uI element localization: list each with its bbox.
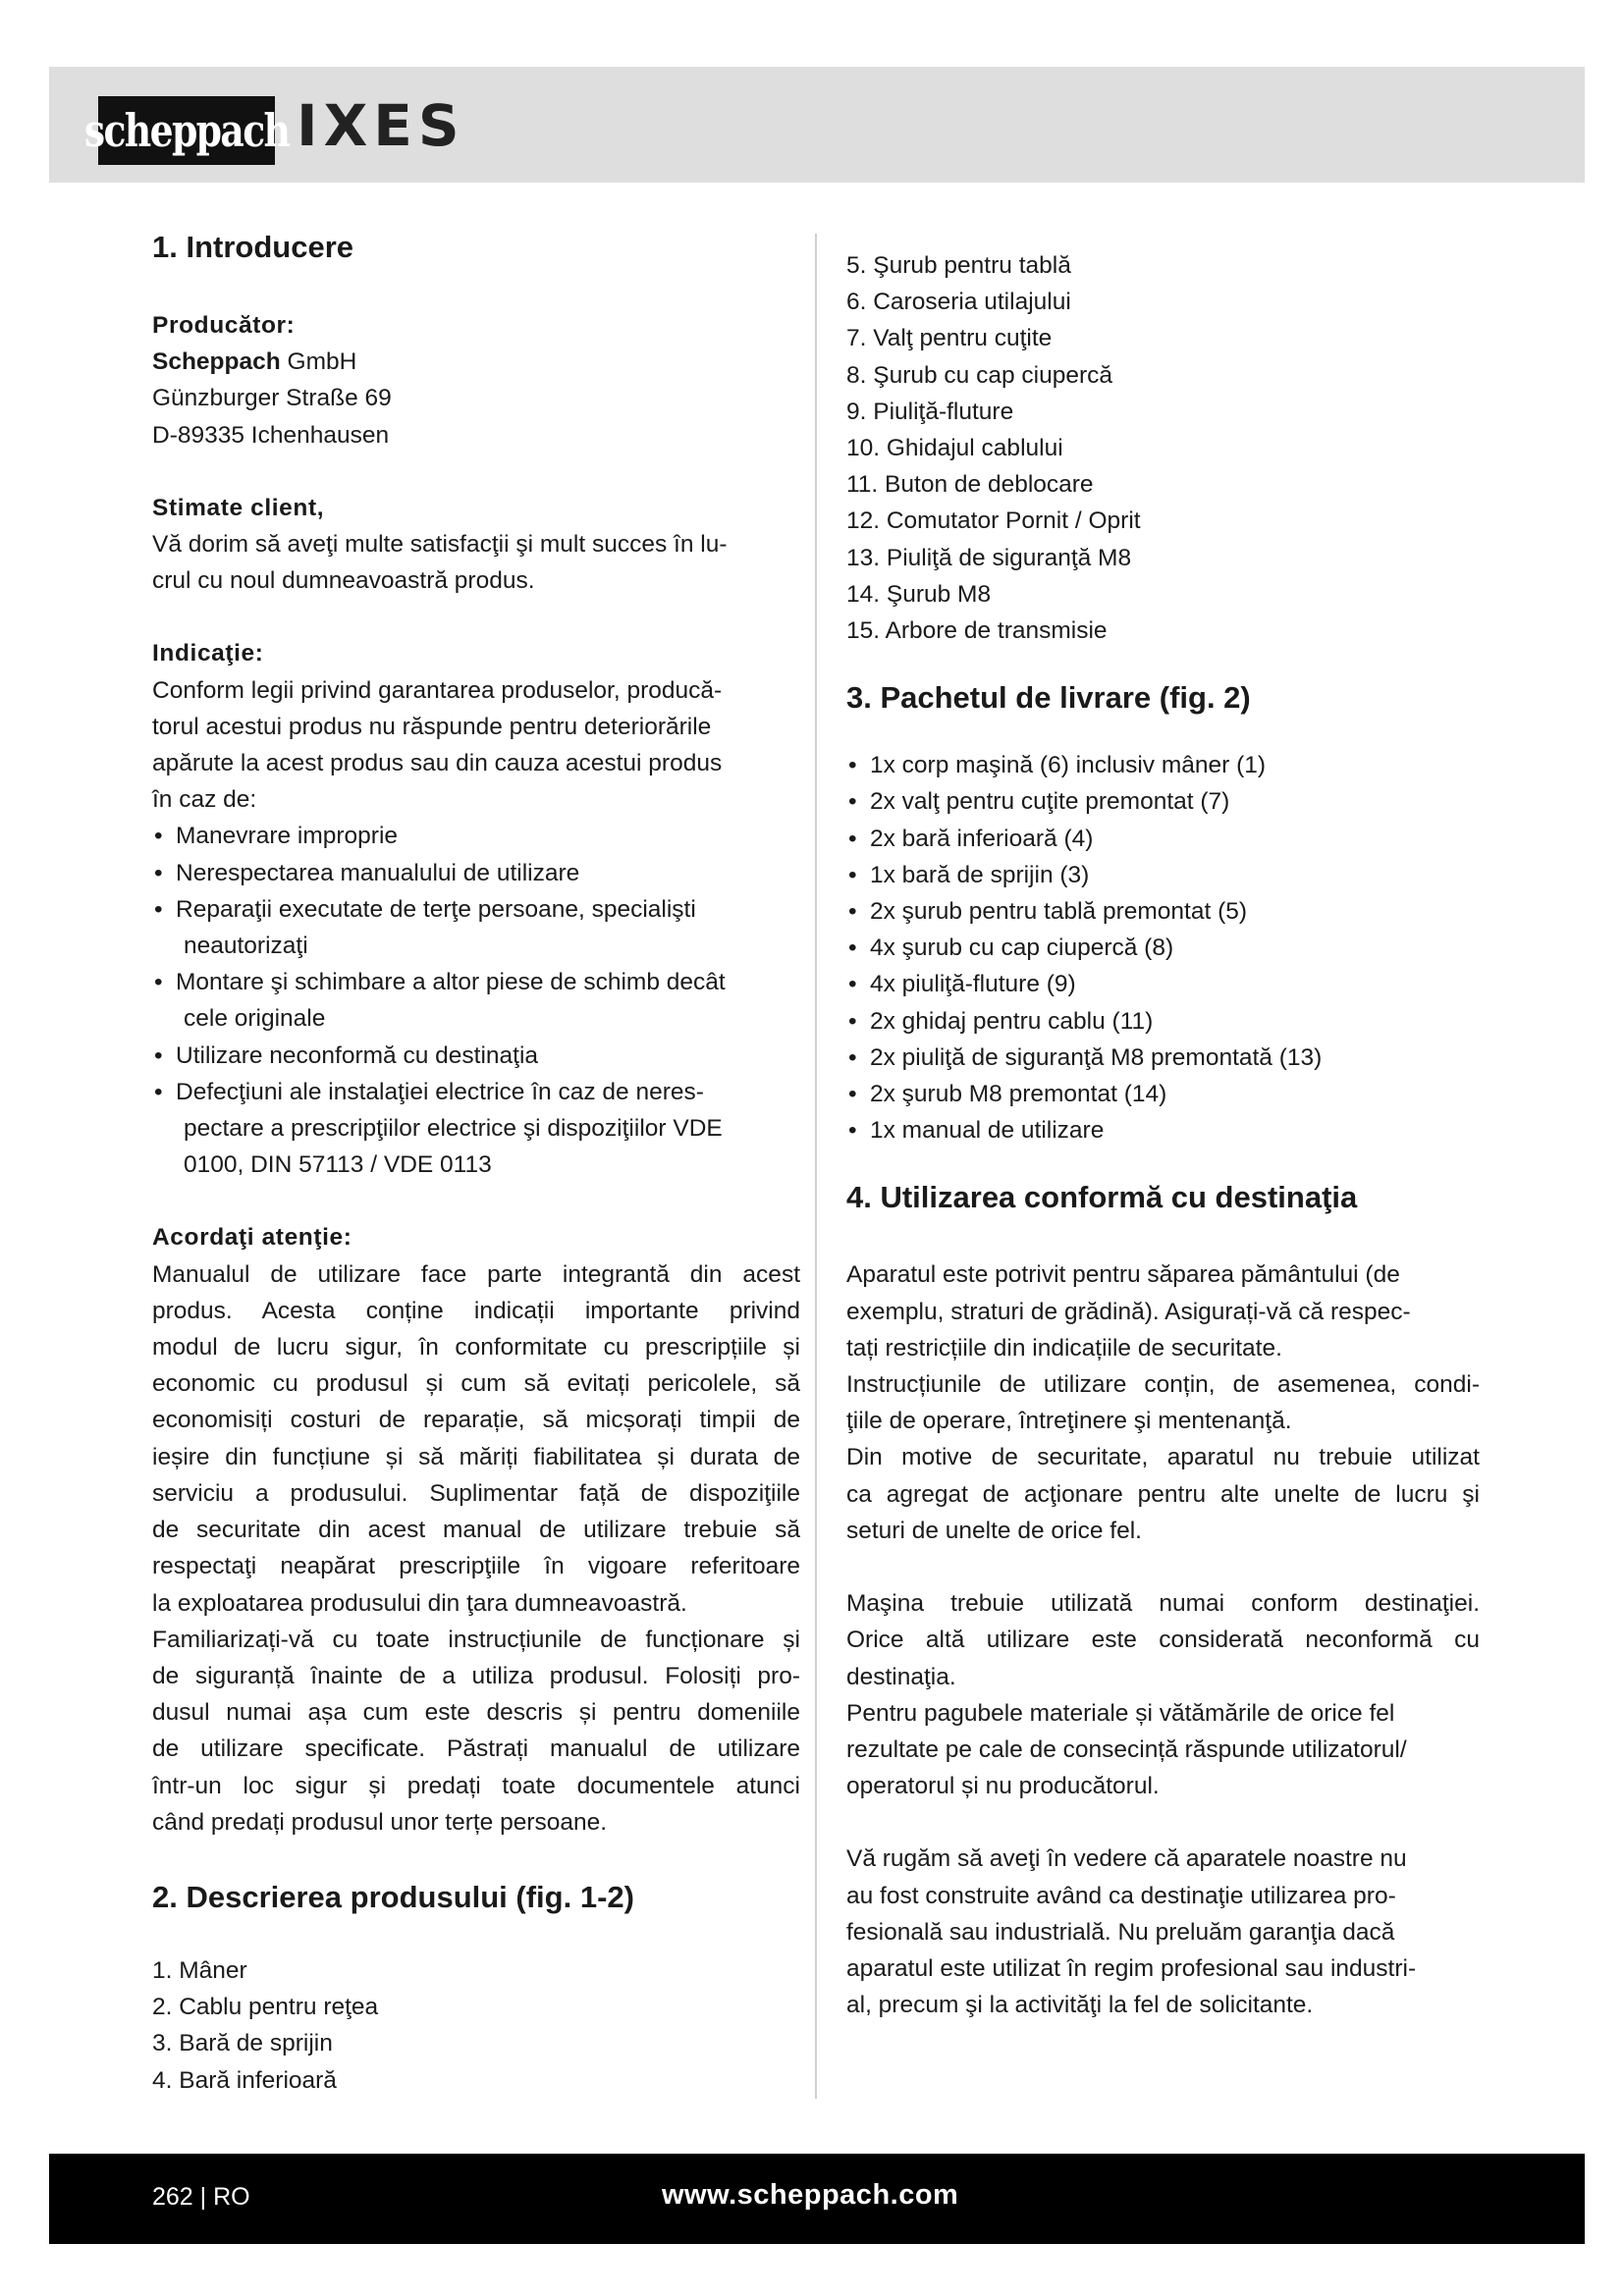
- text-line: au fost construite având ca destinaţie utilizarea pro-: [846, 1882, 1396, 1909]
- right-column: [846, 247, 1480, 2023]
- text-line: Instrucțiunile de utilizare conțin, de asemenea, condi-: [846, 1371, 1480, 1399]
- list-item: • Nerespectarea manualului de utilizare: [152, 855, 800, 891]
- section-1-title: 1. Introducere: [152, 230, 353, 264]
- list-item: 13. Piuliţă de siguranţă M8: [846, 544, 1132, 571]
- list-item: 12. Comutator Pornit / Oprit: [846, 507, 1141, 535]
- company-name: [152, 344, 800, 380]
- note-line: în caz de:: [152, 786, 257, 814]
- text-line: modul de lucru sigur, în conformitate cu prescripțiile și: [152, 1334, 800, 1362]
- list-item: • 2x ghidaj pentru cablu (11): [846, 1003, 1480, 1040]
- list-item: • Utilizare neconformă cu destinaţia: [152, 1038, 800, 1074]
- text-line: economisiți costuri de reparație, să micșorați timpii de: [152, 1407, 800, 1434]
- footer-band: [49, 2154, 1585, 2244]
- list-item: 9. Piuliţă-fluture: [846, 398, 1014, 425]
- text-line: exemplu, straturi de grădină). Asigurați-vă că respec-: [846, 1298, 1411, 1325]
- text-line: ca agregat de acţionare pentru alte unelte de lucru şi: [846, 1480, 1480, 1508]
- note-line: Conform legii privind garantarea produselor, producă-: [152, 676, 723, 704]
- parts-list-b: [846, 247, 1480, 649]
- list-item: 10. Ghidajul cablului: [846, 435, 1063, 462]
- text-line: produs. Acesta conține indicații importante privind: [152, 1297, 800, 1324]
- city: D-89335 Ichenhausen: [152, 421, 390, 449]
- section-2-title: 2. Descrierea produsului (fig. 1-2): [152, 1879, 634, 1914]
- text-line: Aparatul este potrivit pentru săparea pământului (de: [846, 1261, 1400, 1289]
- text-line: Din motive de securitate, aparatul nu trebuie utilizat: [846, 1444, 1480, 1471]
- text-line: fesională sau industrială. Nu preluăm garanţia dacă: [846, 1918, 1395, 1946]
- text-line: Familiarizați-vă cu toate instrucțiunile de funcționare și: [152, 1626, 800, 1653]
- conditions-list: [152, 818, 800, 1183]
- parts-list-a: [152, 1952, 800, 2099]
- list-item: • Reparaţii executate de terţe persoane, specialişti neautorizaţi: [152, 891, 800, 964]
- list-item: 7. Valţ pentru cuţite: [846, 325, 1053, 352]
- scheppach-logo: [83, 96, 290, 165]
- text-line: Orice altă utilizare este considerată neconformă cu: [846, 1627, 1480, 1654]
- logo-text: scheppach: [83, 104, 290, 157]
- dear-label: Stimate client,: [152, 494, 325, 521]
- list-item: 5. Şurub pentru tablă: [846, 252, 1071, 279]
- column-divider: [815, 234, 817, 2099]
- text-line: Manualul de utilizare face parte integrantă din acest: [152, 1260, 800, 1288]
- list-item: • 2x şurub M8 premontat (14): [846, 1076, 1480, 1112]
- list-item: 15. Arbore de transmisie: [846, 617, 1108, 645]
- street: Günzburger Straße 69: [152, 385, 392, 412]
- text-line: de securitate din acest manual de utilizare trebuie să: [152, 1517, 800, 1544]
- text-line: serviciu a produsului. Suplimentar față de dispoziţiile: [152, 1479, 800, 1507]
- list-item: 1. Mâner: [152, 1956, 247, 1984]
- list-item: • 4x şurub cu cap ciupercă (8): [846, 930, 1480, 966]
- text-line: ţiile de operare, întreţinere şi mentenanţă.: [846, 1408, 1292, 1435]
- list-item: • 2x şurub pentru tablă premontat (5): [846, 893, 1480, 930]
- list-item: 8. Şurub cu cap ciupercă: [846, 361, 1113, 389]
- text-line: la exploatarea produsului din ţara dumneavoastră.: [152, 1589, 687, 1617]
- note-line: torul acestui produs nu răspunde pentru deteriorările: [152, 713, 712, 740]
- list-item: 3. Bară de sprijin: [152, 2030, 333, 2057]
- list-item: • Defecţiuni ale instalaţiei electrice în caz de neres- pectare a prescripţiilor electrice şi dispoziţiilor VDE 0100, DIN 57113 / VDE 0113: [152, 1074, 800, 1184]
- section-4-title: 4. Utilizarea conformă cu destinaţia: [846, 1180, 1358, 1215]
- use-paragraph-1: [846, 1256, 1480, 1549]
- list-item: • 2x bară inferioară (4): [846, 821, 1480, 857]
- list-item: • 2x piuliţă de siguranţă M8 premontată (13): [846, 1040, 1480, 1076]
- page-number: 262 | RO: [152, 2183, 250, 2211]
- list-item: • Montare şi schimbare a altor piese de schimb decât cele originale: [152, 964, 800, 1037]
- dear-line: crul cu noul dumneavoastră produs.: [152, 567, 535, 595]
- text-line: aparatul este utilizat în regim profesional sau industri-: [846, 1954, 1417, 1982]
- text-line: operatorul și nu producătorul.: [846, 1773, 1160, 1800]
- attention-label: Acordaţi atenţie:: [152, 1224, 352, 1252]
- list-item: • 2x valţ pentru cuţite premontat (7): [846, 783, 1480, 820]
- section-3-title: 3. Pachetul de livrare (fig. 2): [846, 680, 1251, 716]
- company-bold: Scheppach: [152, 348, 281, 376]
- delivery-list: [846, 747, 1480, 1148]
- list-item: 6. Caroseria utilajului: [846, 289, 1071, 316]
- text-line: economic cu produsul și cum să evitați pericolele, să: [152, 1370, 800, 1398]
- text-line: de siguranță înainte de a utiliza produsul. Folosiți pro-: [152, 1662, 800, 1689]
- text-line: Vă rugăm să aveţi în vedere că aparatele noastre nu: [846, 1845, 1407, 1873]
- use-paragraph-3: [846, 1841, 1480, 2023]
- dear-line: Vă dorim să aveţi multe satisfacţii şi mult succes în lu-: [152, 531, 728, 559]
- text-line: respectaţi neapărat prescripţiile în vigoare referitoare: [152, 1553, 800, 1580]
- text-line: ieșire din funcțiune și să măriți fiabilitatea și durata de: [152, 1443, 800, 1470]
- text-line: de utilizare specificate. Păstrați manualul de utilizare: [152, 1735, 800, 1763]
- text-line: când predați produsul unor terțe persoane.: [152, 1808, 608, 1836]
- text-line: Maşina trebuie utilizată numai conform destinaţiei.: [846, 1590, 1480, 1618]
- text-line: seturi de unelte de orice fel.: [846, 1517, 1142, 1544]
- text-line: tați restricțiile din indicațiile de securitate.: [846, 1334, 1282, 1362]
- ixes-brand: IXES: [297, 92, 465, 159]
- list-item: • 1x bară de sprijin (3): [846, 857, 1480, 893]
- list-item: • 4x piuliţă-fluture (9): [846, 966, 1480, 1002]
- list-item: 2. Cablu pentru reţea: [152, 1994, 379, 2021]
- header-band: [49, 67, 1585, 183]
- left-column: [152, 228, 800, 2099]
- text-line: rezultate pe cale de consecință răspunde utilizatorul/: [846, 1735, 1407, 1763]
- note-label: Indicaţie:: [152, 640, 264, 667]
- list-item: 4. Bară inferioară: [152, 2066, 337, 2094]
- text-line: într-un loc sigur și predați toate documentele atunci: [152, 1772, 800, 1799]
- note-line: apărute la acest produs sau din cauza acestui produs: [152, 750, 723, 777]
- list-item: • Manevrare improprie: [152, 818, 800, 854]
- text-line: destinaţia.: [846, 1663, 956, 1690]
- attention-paragraph: [152, 1256, 800, 1841]
- company-rest: GmbH: [280, 348, 357, 376]
- list-item: • 1x manual de utilizare: [846, 1112, 1480, 1148]
- list-item: • 1x corp maşină (6) inclusiv mâner (1): [846, 747, 1480, 783]
- list-item: 11. Buton de deblocare: [846, 471, 1094, 499]
- text-line: al, precum şi la activităţi la fel de solicitante.: [846, 1992, 1314, 2019]
- manufacturer-label: Producător:: [152, 312, 296, 339]
- website-link[interactable]: www.scheppach.com: [662, 2179, 959, 2211]
- list-item: 14. Şurub M8: [846, 580, 992, 608]
- use-paragraph-2: [846, 1585, 1480, 1804]
- text-line: dusul numai așa cum este descris și pentru domeniile: [152, 1699, 800, 1727]
- text-line: Pentru pagubele materiale și vătămările de orice fel: [846, 1699, 1395, 1727]
